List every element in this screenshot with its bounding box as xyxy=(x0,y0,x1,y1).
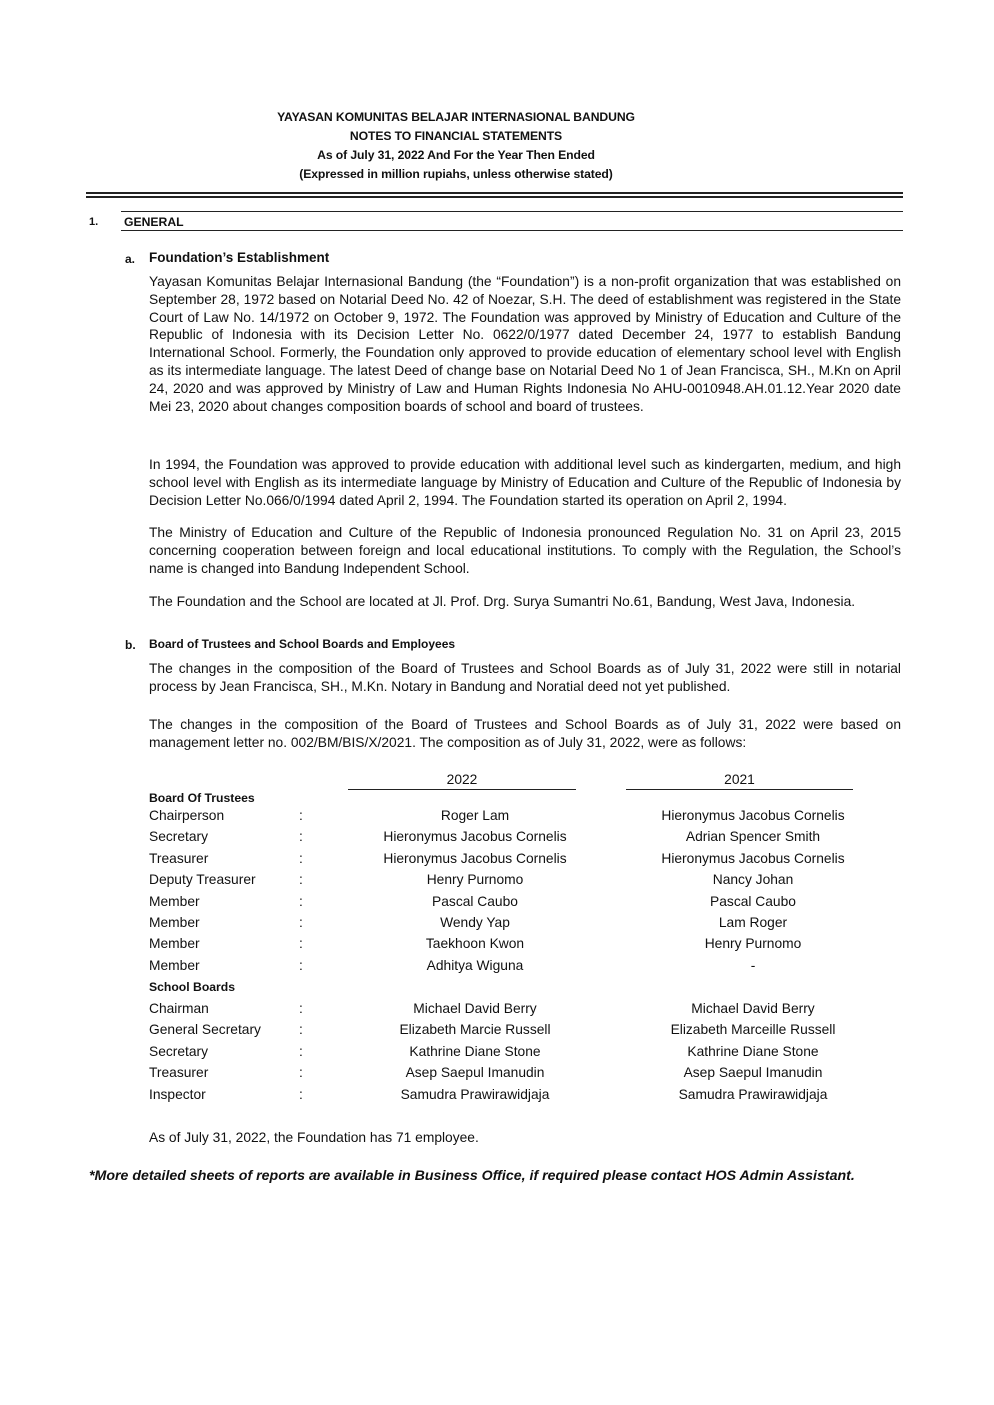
table-row xyxy=(149,1001,909,1022)
role-cell: Member xyxy=(149,893,200,909)
separator-cell: : xyxy=(299,893,303,909)
separator-cell: : xyxy=(299,915,303,930)
value-2021-cell: Henry Purnomo xyxy=(704,936,802,952)
value-2021-cell: Lam Roger xyxy=(718,915,788,930)
value-2021-cell: - xyxy=(750,957,756,973)
year-header-2022-rule xyxy=(348,789,576,790)
separator-cell: : xyxy=(299,1043,303,1059)
table-row xyxy=(149,915,909,936)
role-cell: Treasurer xyxy=(149,1065,209,1081)
header-organization: YAYASAN KOMUNITAS BELAJAR INTERNASIONAL BANDUNG xyxy=(277,110,635,124)
paragraph-notarial-process: The changes in the composition of the Board of Trustees and School Boards as of July 31, 2022 were still in notarial process by Jean Francisca, SH., M.Kn. Notary in Bandung and Noratial deed not yet published. xyxy=(149,661,901,694)
table-row xyxy=(149,958,909,979)
value-2021-cell: Asep Saepul Imanudin xyxy=(683,1065,823,1081)
year-header-2022: 2022 xyxy=(446,772,478,787)
role-cell: Member xyxy=(149,957,200,973)
employee-count-note: As of July 31, 2022, the Foundation has 71 employee. xyxy=(149,1130,479,1145)
separator-cell: : xyxy=(299,957,303,973)
table-row xyxy=(149,1087,909,1108)
header-divider-bottom xyxy=(86,196,903,198)
value-2021-cell: Kathrine Diane Stone xyxy=(687,1043,819,1059)
paragraph-1994-approval: In 1994, the Foundation was approved to provide education with additional level such as kindergarten, medium, and high school level with English as its intermediate language by Ministry of Education and Culture of the Republic of Indonesia by Decision Letter No.066/0/1994 dated April 2, 1994. The Foundation started its operation on April 2, 1994. xyxy=(149,457,901,508)
table-row xyxy=(149,1065,909,1086)
value-2022-cell: Asep Saepul Imanudin xyxy=(405,1065,545,1081)
separator-cell: : xyxy=(299,829,303,845)
school-boards-heading: School Boards xyxy=(149,980,236,994)
section-bottom-rule xyxy=(121,230,903,231)
role-cell: Member xyxy=(149,936,200,952)
separator-cell: : xyxy=(299,808,303,823)
role-cell: General Secretary xyxy=(149,1022,261,1038)
paragraph-management-letter: The changes in the composition of the Board of Trustees and School Boards as of July 31, 2022 were based on management letter no. 002/BM/BIS/X/2021. The composition as of July 31, 2022, were as follows: xyxy=(149,717,901,750)
header-divider-top xyxy=(86,192,903,194)
value-2021-cell: Samudra Prawirawidjaja xyxy=(678,1086,828,1102)
table-row xyxy=(149,872,909,893)
value-2022-cell: Wendy Yap xyxy=(440,915,510,930)
subsection-b-title: Board of Trustees and School Boards and Employees xyxy=(149,637,456,651)
role-cell: Member xyxy=(149,915,200,930)
table-row xyxy=(149,894,909,915)
role-cell: Deputy Treasurer xyxy=(149,872,256,888)
year-header-2021-rule xyxy=(626,789,853,790)
paragraph-establishment: Yayasan Komunitas Belajar Internasional Bandung (the “Foundation”) is a non-profit organization that was established on September 28, 1972 based on Notarial Deed No. 42 of Noezar, S.H. The deed of establishment was registered in the State Court of Law No. 14/1972 on October 9, 1972. The Foundation was approved by Ministry of Education and Culture of the Republic of Indonesia with its Decision Letter No. 0622/0/1977 dated December 24, 1977 to establish Bandung International School. Formerly, the Foundation only approved to provide education of elementary school level with English as its intermediate language. The latest Deed of change base on Notarial Deed No 1 of Jean Francisca, SH., M.Kn on April 24, 2020 and was approved by Ministry of Law and Human Rights Indonesia No AHU-0010948.AH.01.12.Year 2020 date Mei 23, 2020 about changes composition boards of school and board of trustees. xyxy=(149,274,901,414)
separator-cell: : xyxy=(299,1001,303,1016)
value-2022-cell: Hieronymus Jacobus Cornelis xyxy=(383,850,567,866)
value-2021-cell: Elizabeth Marceille Russell xyxy=(670,1022,836,1038)
table-row xyxy=(149,1044,909,1065)
role-cell: Secretary xyxy=(149,829,209,845)
paragraph-regulation: The Ministry of Education and Culture of the Republic of Indonesia pronounced Regulation No. 31 on April 23, 2015 concerning cooperation between foreign and local educational institutions. To comply with the Regulation, the School’s name is changed into Bandung Independent School. xyxy=(149,525,901,576)
value-2022-cell: Hieronymus Jacobus Cornelis xyxy=(383,829,567,845)
year-header-2021: 2021 xyxy=(724,772,755,787)
separator-cell: : xyxy=(299,936,303,952)
board-of-trustees-heading: Board Of Trustees xyxy=(149,791,255,805)
section-title: GENERAL xyxy=(124,215,184,229)
role-cell: Secretary xyxy=(149,1043,209,1059)
subsection-a-letter: a. xyxy=(125,252,136,266)
separator-cell: : xyxy=(299,1086,303,1102)
value-2022-cell: Michael David Berry xyxy=(413,1001,537,1016)
header-currency-note: (Expressed in million rupiahs, unless otherwise stated) xyxy=(299,167,613,181)
table-row xyxy=(149,829,909,850)
value-2022-cell: Adhitya Wiguna xyxy=(426,957,524,973)
separator-cell: : xyxy=(299,1065,303,1081)
role-cell: Treasurer xyxy=(149,850,209,866)
value-2022-cell: Pascal Caubo xyxy=(432,893,518,909)
table-row xyxy=(149,808,909,829)
section-top-rule xyxy=(121,211,903,212)
value-2021-cell: Nancy Johan xyxy=(712,872,794,888)
separator-cell: : xyxy=(299,872,303,888)
separator-cell: : xyxy=(299,1022,303,1038)
value-2022-cell: Henry Purnomo xyxy=(426,872,524,888)
paragraph-location: The Foundation and the School are located at Jl. Prof. Drg. Surya Sumantri No.61, Bandung, West Java, Indonesia. xyxy=(149,594,856,609)
footer-note: *More detailed sheets of reports are available in Business Office, if required please contact HOS Admin Assistant. xyxy=(89,1168,855,1184)
value-2022-cell: Roger Lam xyxy=(440,808,510,823)
value-2022-cell: Taekhoon Kwon xyxy=(425,936,525,952)
value-2022-cell: Samudra Prawirawidjaja xyxy=(400,1086,550,1102)
section-number: 1. xyxy=(89,216,99,228)
document-header xyxy=(0,108,912,184)
value-2021-cell: Adrian Spencer Smith xyxy=(685,829,821,845)
value-2021-cell: Hieronymus Jacobus Cornelis xyxy=(661,808,845,823)
separator-cell: : xyxy=(299,850,303,866)
value-2021-cell: Michael David Berry xyxy=(691,1001,815,1016)
role-cell: Chairman xyxy=(149,1001,209,1016)
value-2021-cell: Pascal Caubo xyxy=(710,893,796,909)
table-row xyxy=(149,936,909,957)
table-row xyxy=(149,851,909,872)
subsection-a-title: Foundation’s Establishment xyxy=(149,250,330,265)
role-cell: Inspector xyxy=(149,1086,206,1102)
header-period: As of July 31, 2022 And For the Year Then Ended xyxy=(317,148,595,162)
role-cell: Chairperson xyxy=(149,808,225,823)
subsection-b-letter: b. xyxy=(125,638,136,652)
table-row xyxy=(149,1022,909,1043)
value-2022-cell: Kathrine Diane Stone xyxy=(409,1043,541,1059)
value-2021-cell: Hieronymus Jacobus Cornelis xyxy=(661,850,845,866)
header-title: NOTES TO FINANCIAL STATEMENTS xyxy=(349,129,563,143)
value-2022-cell: Elizabeth Marcie Russell xyxy=(399,1022,551,1038)
